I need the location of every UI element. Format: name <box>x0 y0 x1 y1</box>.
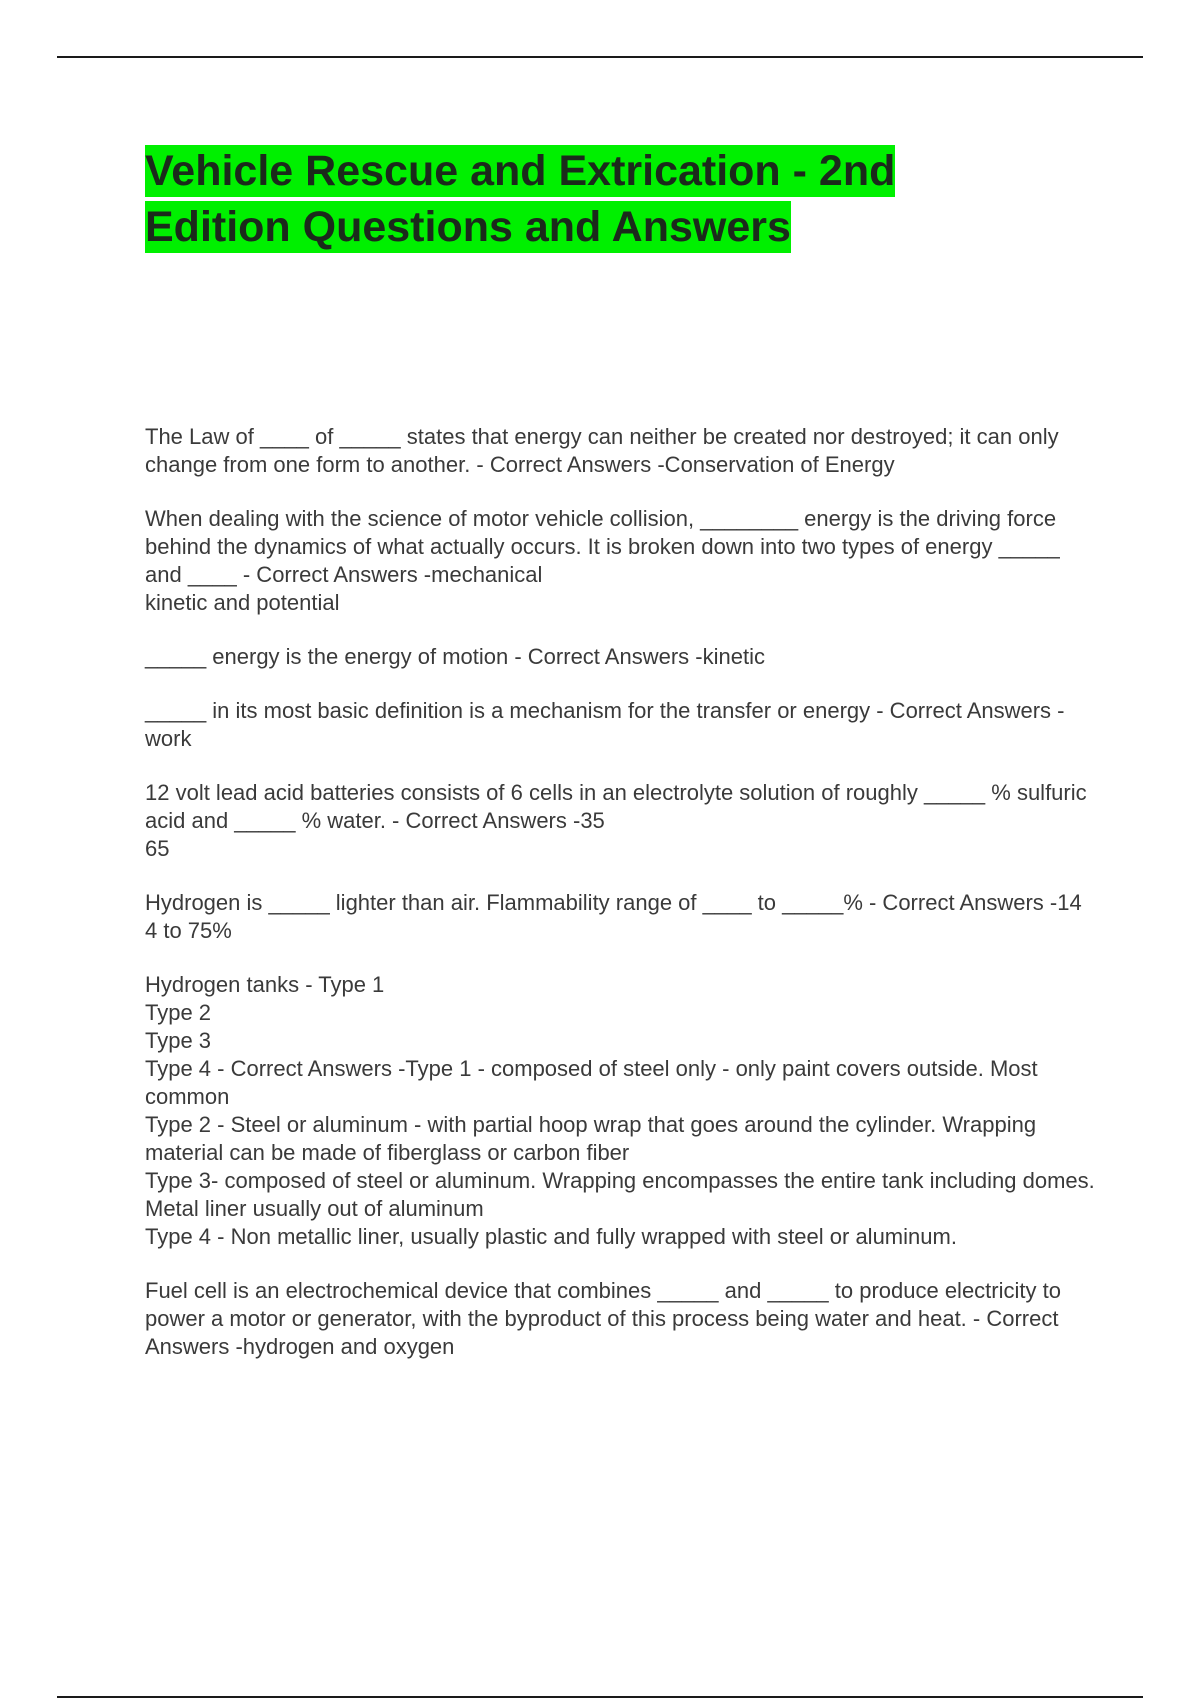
qa-item-5: 12 volt lead acid batteries consists of 6 cells in an electrolyte solution of roughly _____ % sulfuric acid and _____ % water. - Correct Answers -35 65 <box>145 780 1087 861</box>
qa-item-7: Hydrogen tanks - Type 1 Type 2 Type 3 Type 4 - Correct Answers -Type 1 - composed of steel only - only paint covers outside. Most common Type 2 - Steel or aluminum - with partial hoop wrap that goes around the cylinder. Wrapping material can be made of fiberglass or carbon fiber Type 3- composed of steel or aluminum. Wrapping encompasses the entire tank including domes. Metal liner usually out of aluminum Type 4 - Non metallic liner, usually plastic and fully wrapped with steel or aluminum. <box>145 972 1095 1249</box>
qa-item-6: Hydrogen is _____ lighter than air. Flammability range of ____ to _____% - Correct Answers -14 4 to 75% <box>145 890 1082 943</box>
qa-list <box>145 423 1095 1387</box>
qa-item-8: Fuel cell is an electrochemical device that combines _____ and _____ to produce electricity to power a motor or generator, with the byproduct of this process being water and heat. - Correct Answers -hydrogen and oxygen <box>145 1278 1061 1359</box>
qa-item-3: _____ energy is the energy of motion - Correct Answers -kinetic <box>145 644 765 669</box>
title-highlight: Vehicle Rescue and Extrication - 2nd Edition Questions and Answers <box>145 147 896 251</box>
qa-item-2: When dealing with the science of motor vehicle collision, ________ energy is the driving force behind the dynamics of what actually occurs. It is broken down into two types of energy _____ and ____ - Correct Answers -mechanical kinetic and potential <box>145 506 1060 615</box>
bottom-rule <box>57 1696 1143 1698</box>
document-title <box>145 143 1045 255</box>
qa-item-1: The Law of ____ of _____ states that energy can neither be created nor destroyed; it can only change from one form to another. - Correct Answers -Conservation of Energy <box>145 424 1059 477</box>
qa-item-4: _____ in its most basic definition is a mechanism for the transfer or energy - Correct Answers -work <box>145 698 1065 751</box>
top-rule <box>57 56 1143 58</box>
